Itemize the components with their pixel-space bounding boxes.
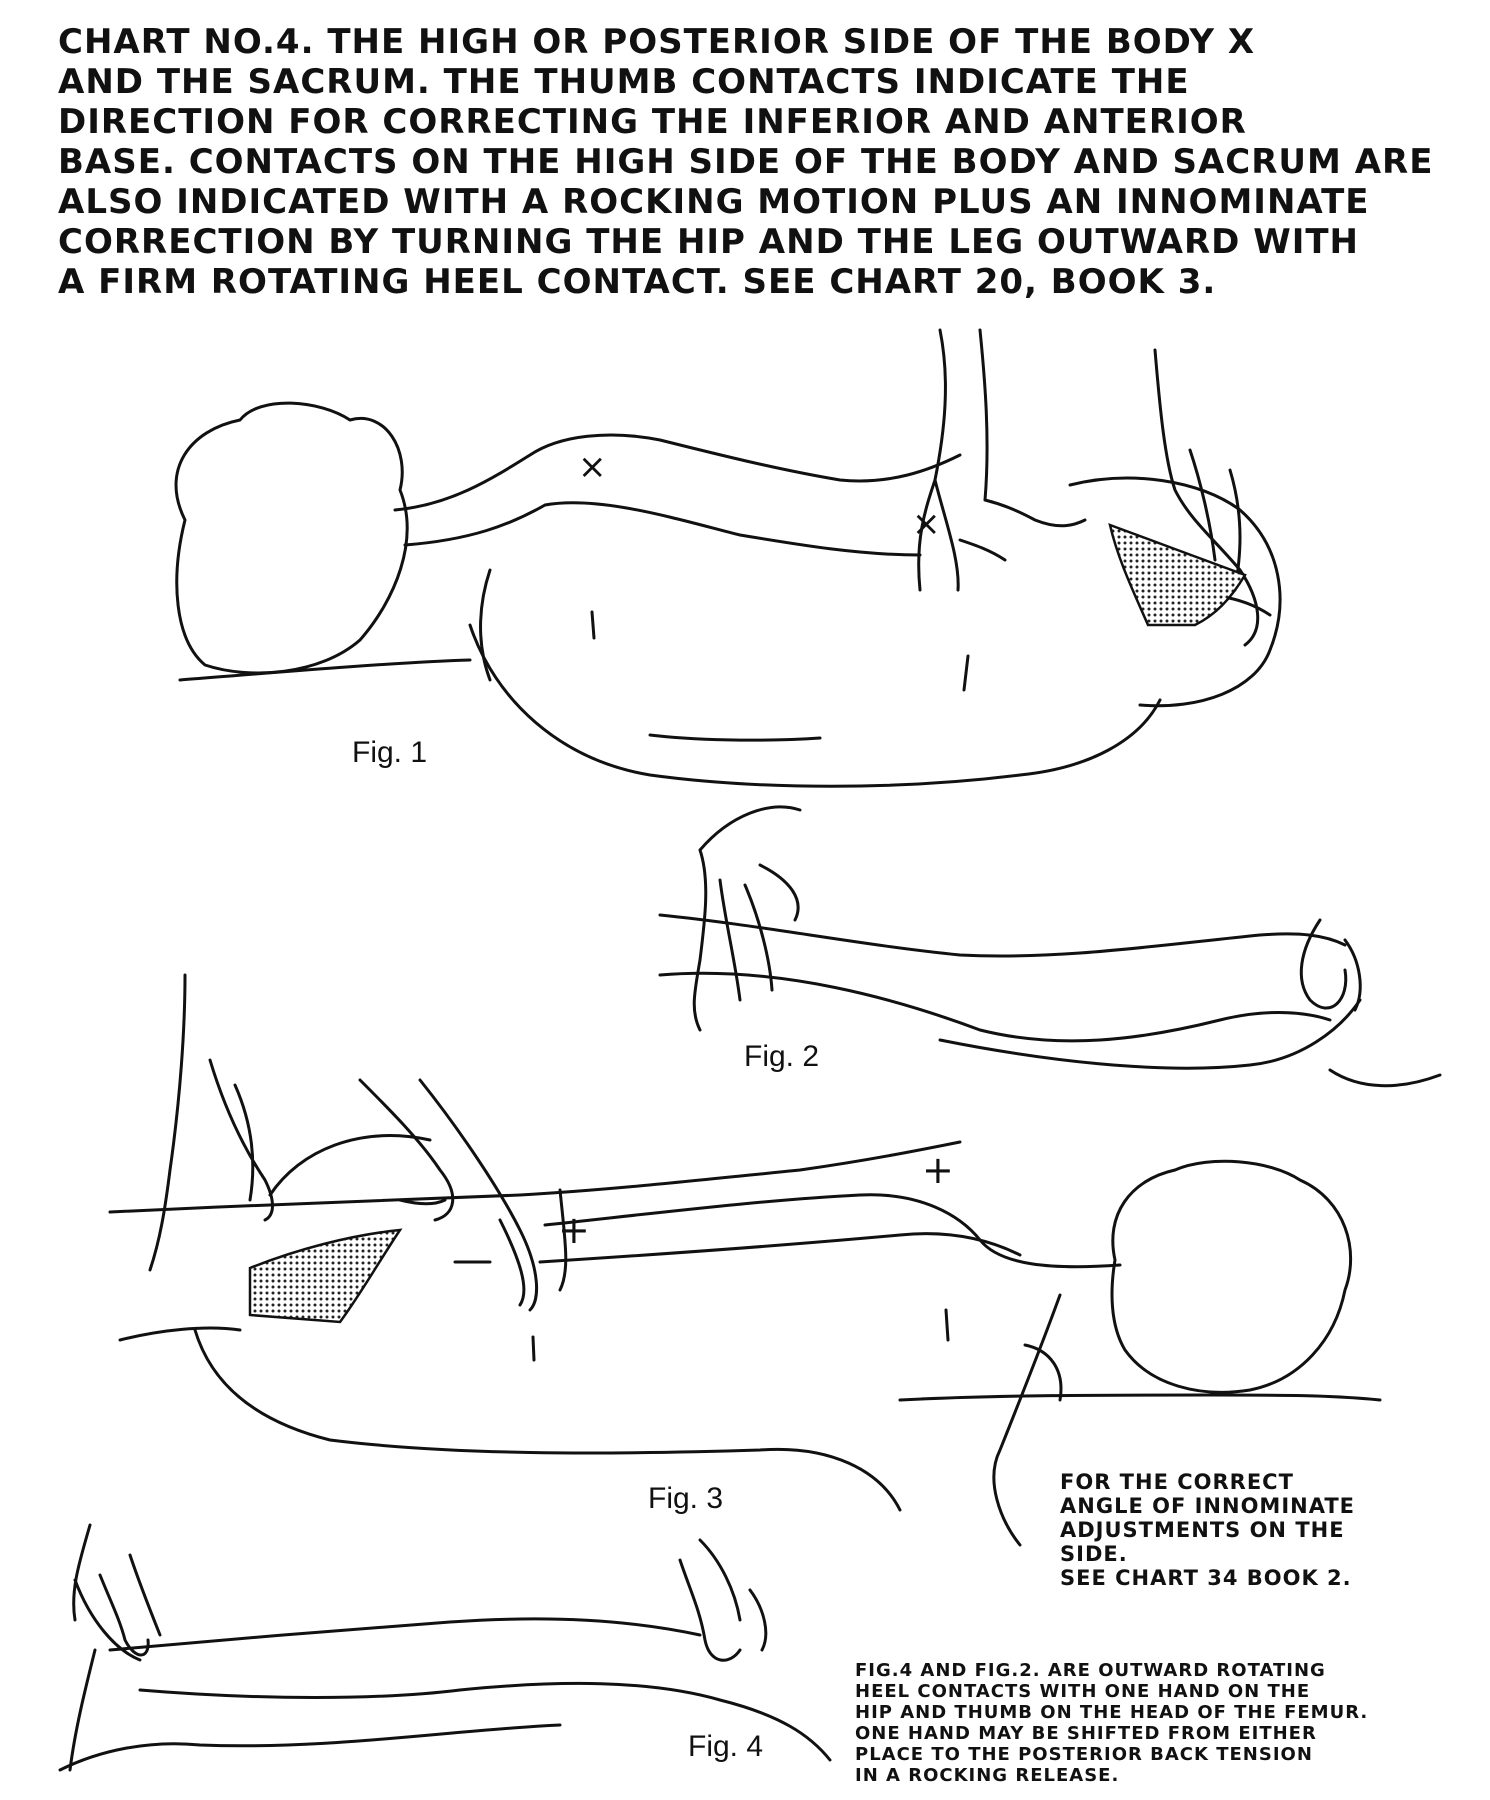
figure-3-label: Fig. 3 <box>648 1482 724 1515</box>
note-line: ANGLE OF INNOMINATE <box>1060 1494 1356 1518</box>
tick-mark <box>946 1310 948 1340</box>
plus-mark: + <box>922 1148 954 1192</box>
hand-left <box>150 975 273 1270</box>
tick-mark <box>533 1337 534 1360</box>
heel-contact-note <box>855 1660 1475 1786</box>
hand-lower <box>680 1540 766 1660</box>
leg-line <box>660 973 1330 1041</box>
note-line: FIG.4 AND FIG.2. ARE OUTWARD ROTATING <box>855 1660 1326 1681</box>
figure-1-label: Fig. 1 <box>352 736 428 769</box>
hip-curve <box>270 1136 430 1195</box>
figure-1-drawing <box>176 330 1440 1086</box>
angle-note <box>1060 1470 1440 1590</box>
note-line: HEEL CONTACTS WITH ONE HAND ON THE <box>855 1681 1311 1702</box>
note-line: HIP AND THUMB ON THE HEAD OF THE FEMUR. <box>855 1702 1369 1723</box>
header-line: AND THE SACRUM. THE THUMB CONTACTS INDICATE THE <box>58 62 1190 102</box>
torso-curve <box>470 625 1160 786</box>
hand-lower <box>75 1555 160 1660</box>
note-line: FOR THE CORRECT <box>1060 1470 1294 1494</box>
side-curve <box>650 735 820 740</box>
note-line: ADJUSTMENTS ON THE <box>1060 1518 1345 1542</box>
header-line: CORRECTION BY TURNING THE HIP AND THE LEG OUTWARD WITH <box>58 222 1360 262</box>
x-mark: × <box>912 504 941 544</box>
header-line: A FIRM ROTATING HEEL CONTACT. SEE CHART 20, BOOK 3. <box>58 262 1217 302</box>
note-line: ONE HAND MAY BE SHIFTED FROM EITHER <box>855 1723 1317 1744</box>
leg-line <box>70 1650 95 1770</box>
header-line: ALSO INDICATED WITH A ROCKING MOTION PLUS AN INNOMINATE <box>58 182 1370 222</box>
note-line: IN A ROCKING RELEASE. <box>855 1765 1120 1786</box>
head-top <box>176 403 407 673</box>
back-outline <box>110 1142 960 1212</box>
torso-curve <box>120 1328 240 1340</box>
hand-lower <box>694 807 800 1030</box>
head-top <box>1112 1161 1351 1392</box>
sacrum-shaded <box>1110 525 1245 625</box>
tick-mark <box>592 612 594 638</box>
torso-curve <box>994 1295 1060 1545</box>
leg-line <box>110 1619 700 1650</box>
figure-2-label: Fig. 2 <box>744 1040 820 1073</box>
hand-left <box>919 330 1085 590</box>
back-outline <box>405 503 920 555</box>
back-outline <box>540 1234 1020 1262</box>
note-line: SIDE. <box>1060 1542 1128 1566</box>
header-line: DIRECTION FOR CORRECTING THE INFERIOR AND ANTERIOR <box>58 102 1247 142</box>
sacrum-shaded <box>250 1230 400 1322</box>
x-mark: × <box>578 447 607 487</box>
header-line: BASE. CONTACTS ON THE HIGH SIDE OF THE BODY AND SACRUM ARE <box>58 142 1434 182</box>
plus-mark: + <box>558 1208 590 1252</box>
header-line: CHART NO.4. THE HIGH OR POSTERIOR SIDE OF THE BODY X <box>58 22 1256 62</box>
leg-line <box>60 1725 560 1770</box>
tick-mark <box>964 656 968 690</box>
table-line <box>900 1395 1380 1400</box>
leg-line <box>1330 1070 1440 1086</box>
back-outline <box>395 435 960 510</box>
torso-curve <box>195 1330 900 1510</box>
note-line: SEE CHART 34 BOOK 2. <box>1060 1566 1352 1590</box>
figure-4-label: Fig. 4 <box>688 1730 764 1763</box>
note-line: PLACE TO THE POSTERIOR BACK TENSION <box>855 1744 1313 1765</box>
hand-lower <box>1301 920 1360 1010</box>
